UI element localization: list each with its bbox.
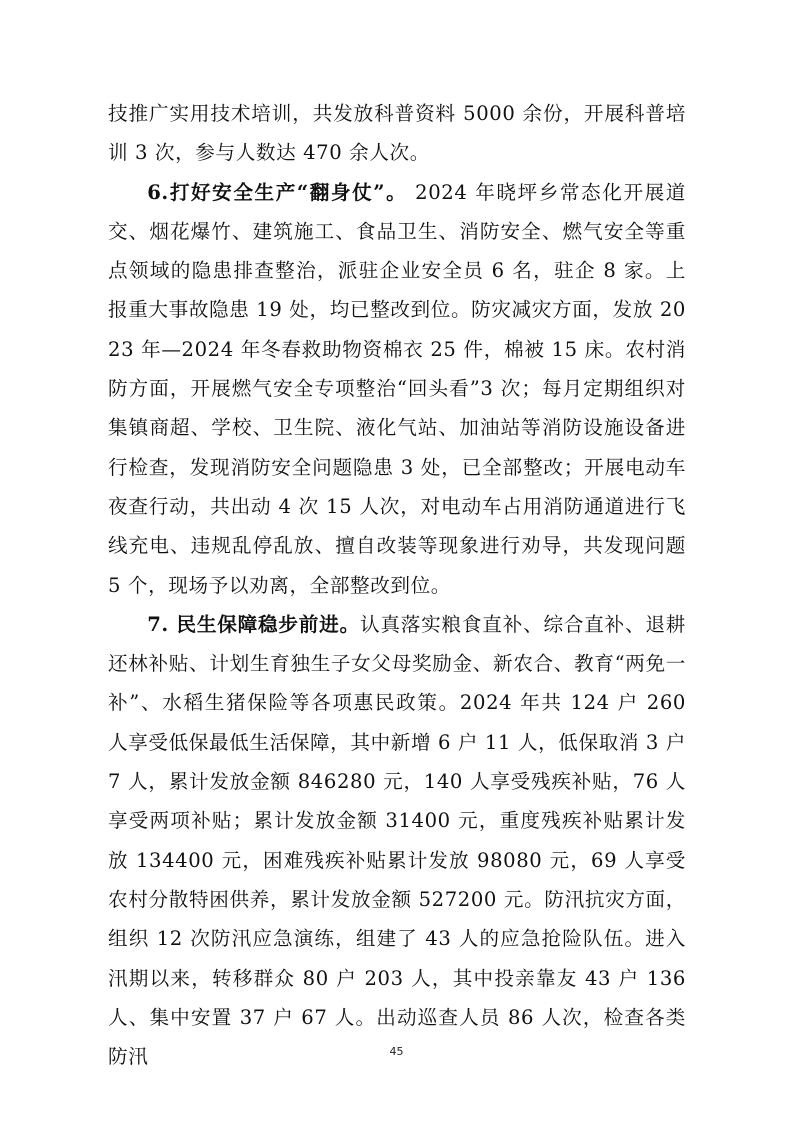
paragraph-continued xyxy=(108,94,686,173)
paragraph-text: 技推广实用技术培训，共发放科普资料 5000 余份，开展科普培训 3 次，参与人数达 470 余人次。 xyxy=(108,102,686,165)
paragraph-livelihood xyxy=(108,605,686,1077)
section-heading-livelihood: 7. 民生保障稳步前进。 xyxy=(147,612,360,636)
section-heading-safety: 6.打好安全生产“翻身仗”。 xyxy=(147,180,408,204)
paragraph-text: 认真落实粮食直补、综合直补、退耕还林补贴、计划生育独生子女父母奖励金、新农合、教育“两免一补”、水稻生猪保险等各项惠民政策。2024 年共 124 户 260 人享受低保最低生活保障，其中新增 6 户 11 人，低保取消 3 户 7 人，累计发放金额 846280 元，140 人享受残疾补贴，76 人享受两项补贴；累计发放金额 31400 元，重度残疾补贴累计发放 134400 元，困难残疾补贴累计发放 98080 元，69 人享受农村分散特困供养，累计发放金额 527200 元。防汛抗灾方面，组织 12 次防汛应急演练，组建了 43 人的应急抢险队伍。进入汛期以来，转移群众 80 户 203 人，其中投亲靠友 43 户 136 人、集中安置 37 户 67 人。出动巡查人员 86 人次，检查各类防汛 xyxy=(108,612,686,1069)
page-number: 45 xyxy=(389,1045,404,1058)
paragraph-safety-production xyxy=(108,173,686,605)
body-text xyxy=(108,94,686,1076)
paragraph-text: 2024 年晓坪乡常态化开展道交、烟花爆竹、建筑施工、食品卫生、消防安全、燃气安全等重点领域的隐患排查整治，派驻企业安全员 6 名，驻企 8 家。上报重大事故隐患 19 处，均已整改到位。防灾减灾方面，发放 2023 年—2024 年冬春救助物资棉衣 25 件，棉被 15 床。农村消防方面，开展燃气安全专项整治“回头看”3 次；每月定期组织对集镇商超、学校、卫生院、液化气站、加油站等消防设施设备进行检查，发现消防安全问题隐患 3 处，已全部整改；开展电动车夜查行动，共出动 4 次 15 人次，对电动车占用消防通道进行飞线充电、违规乱停乱放、擅自改装等现象进行劝导，共发现问题 5 个，现场予以劝离，全部整改到位。 xyxy=(108,180,686,597)
